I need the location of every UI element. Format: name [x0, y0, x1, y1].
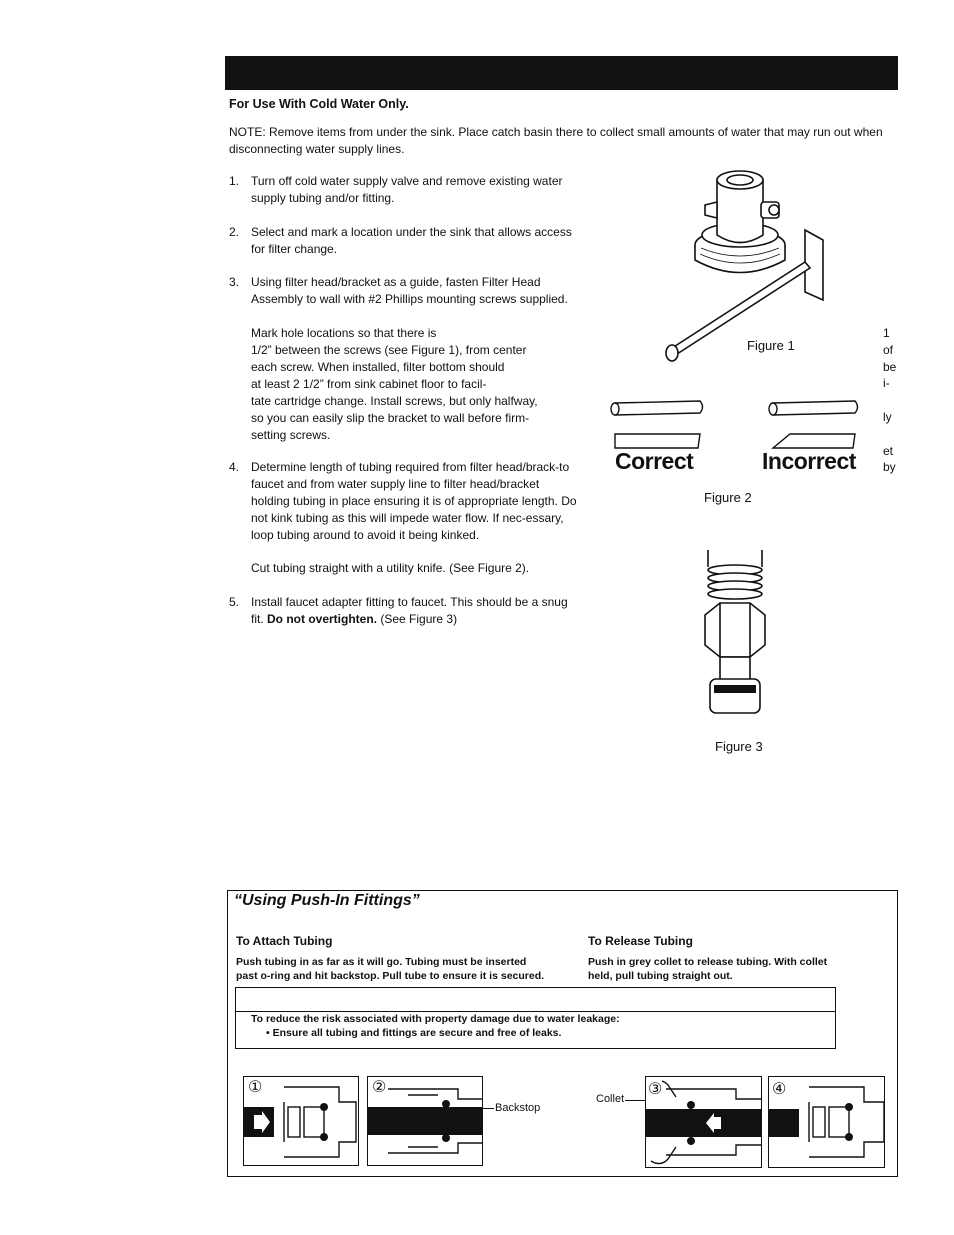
fragment: ly: [883, 409, 892, 424]
faucet-adapter-illustration: [700, 545, 775, 720]
note-text: NOTE: Remove items from under the sink. Place catch basin there to collect small amounts of water that may run out when disconnecting water supply lines.: [229, 125, 883, 156]
figure-3-caption: Figure 3: [715, 739, 763, 754]
push-in-title: “Using Push-In Fittings”: [234, 892, 420, 909]
step-text: (See Figure 3): [380, 612, 458, 626]
step-1: [229, 173, 589, 213]
step-panel-1: [243, 1076, 359, 1166]
backstop-label: Backstop: [495, 1102, 541, 1114]
cold-water-heading: For Use With Cold Water Only.: [229, 97, 409, 111]
step-line: each screw. When installed, filter bottom should: [251, 360, 505, 374]
collet-label: Collet: [596, 1093, 625, 1105]
step-text: Install faucet adapter fitting to faucet. This should be a snug fit.: [251, 595, 568, 626]
step-extra: Cut tubing straight with a utility knife. (See Figure 2).: [251, 561, 530, 575]
step-line: setting screws.: [251, 428, 331, 442]
step-number: 1.: [229, 174, 240, 188]
step-panel-4: [768, 1076, 885, 1168]
step-number: 2.: [229, 225, 240, 239]
fragment: [883, 392, 896, 409]
tubing-cut-illustration: [605, 395, 875, 455]
figure-1-caption: Figure 1: [747, 338, 795, 353]
fragment: et: [883, 443, 894, 458]
step-panel-2: [367, 1076, 483, 1166]
warning-divider: [236, 1011, 835, 1012]
warning-bullet: • Ensure all tubing and fittings are secure and free of leaks.: [266, 1027, 562, 1039]
step-line: Mark hole locations so that there is: [251, 326, 437, 340]
step-line: at least 2 1/2” from sink cabinet floor to facil-: [251, 377, 487, 391]
step-4: [229, 459, 589, 579]
step-number: 3.: [229, 275, 240, 289]
step-warning-bold: Do not overtighten.: [267, 612, 378, 626]
attach-text-line-2: past o-ring and hit backstop. Pull tube to ensure it is secured.: [236, 970, 545, 982]
fragment: [883, 426, 896, 443]
step-number: 5.: [229, 595, 240, 609]
fragment: be: [883, 359, 897, 374]
section-header-bar: [225, 56, 898, 90]
collet-leader-line: [625, 1100, 645, 1101]
backstop-leader-line: [483, 1108, 494, 1109]
attach-text-line-1: Push tubing in as far as it will go. Tubing must be inserted: [236, 956, 527, 968]
release-step-3-icon: [646, 1077, 761, 1167]
step-marker: ②: [372, 1079, 387, 1096]
warning-text: To reduce the risk associated with property damage due to water leakage:: [251, 1013, 620, 1025]
step-marker: ③: [648, 1081, 663, 1098]
step-panel-3: [645, 1076, 762, 1168]
filter-head-illustration: [655, 160, 835, 365]
step-2: [229, 224, 589, 264]
step-text: Select and mark a location under the sink that allows access for filter change.: [251, 225, 572, 256]
attach-heading: To Attach Tubing: [236, 934, 333, 948]
step-5: [229, 594, 589, 634]
fragment: of: [883, 342, 894, 357]
step-text: Using filter head/bracket as a guide, fasten Filter Head Assembly to wall with #2 Phillips mounting screws supplied.: [251, 275, 568, 306]
step-number: 4.: [229, 460, 240, 474]
fragment: 1: [883, 326, 890, 340]
step-marker: ④: [772, 1081, 787, 1098]
release-heading: To Release Tubing: [588, 934, 693, 948]
step-text: Turn off cold water supply valve and remove existing water supply tubing and/or fitting.: [251, 174, 563, 205]
release-text-line-2: held, pull tubing straight out.: [588, 970, 733, 982]
figure-2-caption: Figure 2: [704, 490, 752, 505]
step-3: [229, 274, 589, 444]
incorrect-label: Incorrect: [762, 448, 856, 474]
fragment: by: [883, 460, 896, 475]
release-text-line-1: Push in grey collet to release tubing. With collet: [588, 956, 828, 968]
truncated-text-column: [883, 325, 896, 476]
step-line: 1/2” between the screws (see Figure 1), from center: [251, 343, 527, 357]
step-line: tate cartridge change. Install screws, but only halfway,: [251, 394, 538, 408]
step-marker: ①: [248, 1079, 263, 1096]
step-text: Determine length of tubing required from filter head/brack-to faucet and from water supply line to filter head/bracket holding tubing in place ensuring it is of appropriate length. Do not kink tubing as this will impede water flow. If nec-essary, loop tubing around to avoid it being kinked.: [251, 460, 577, 542]
step-line: so you can easily slip the bracket to wall before firm-: [251, 411, 530, 425]
fragment: i-: [883, 376, 890, 391]
correct-label: Correct: [615, 448, 694, 474]
